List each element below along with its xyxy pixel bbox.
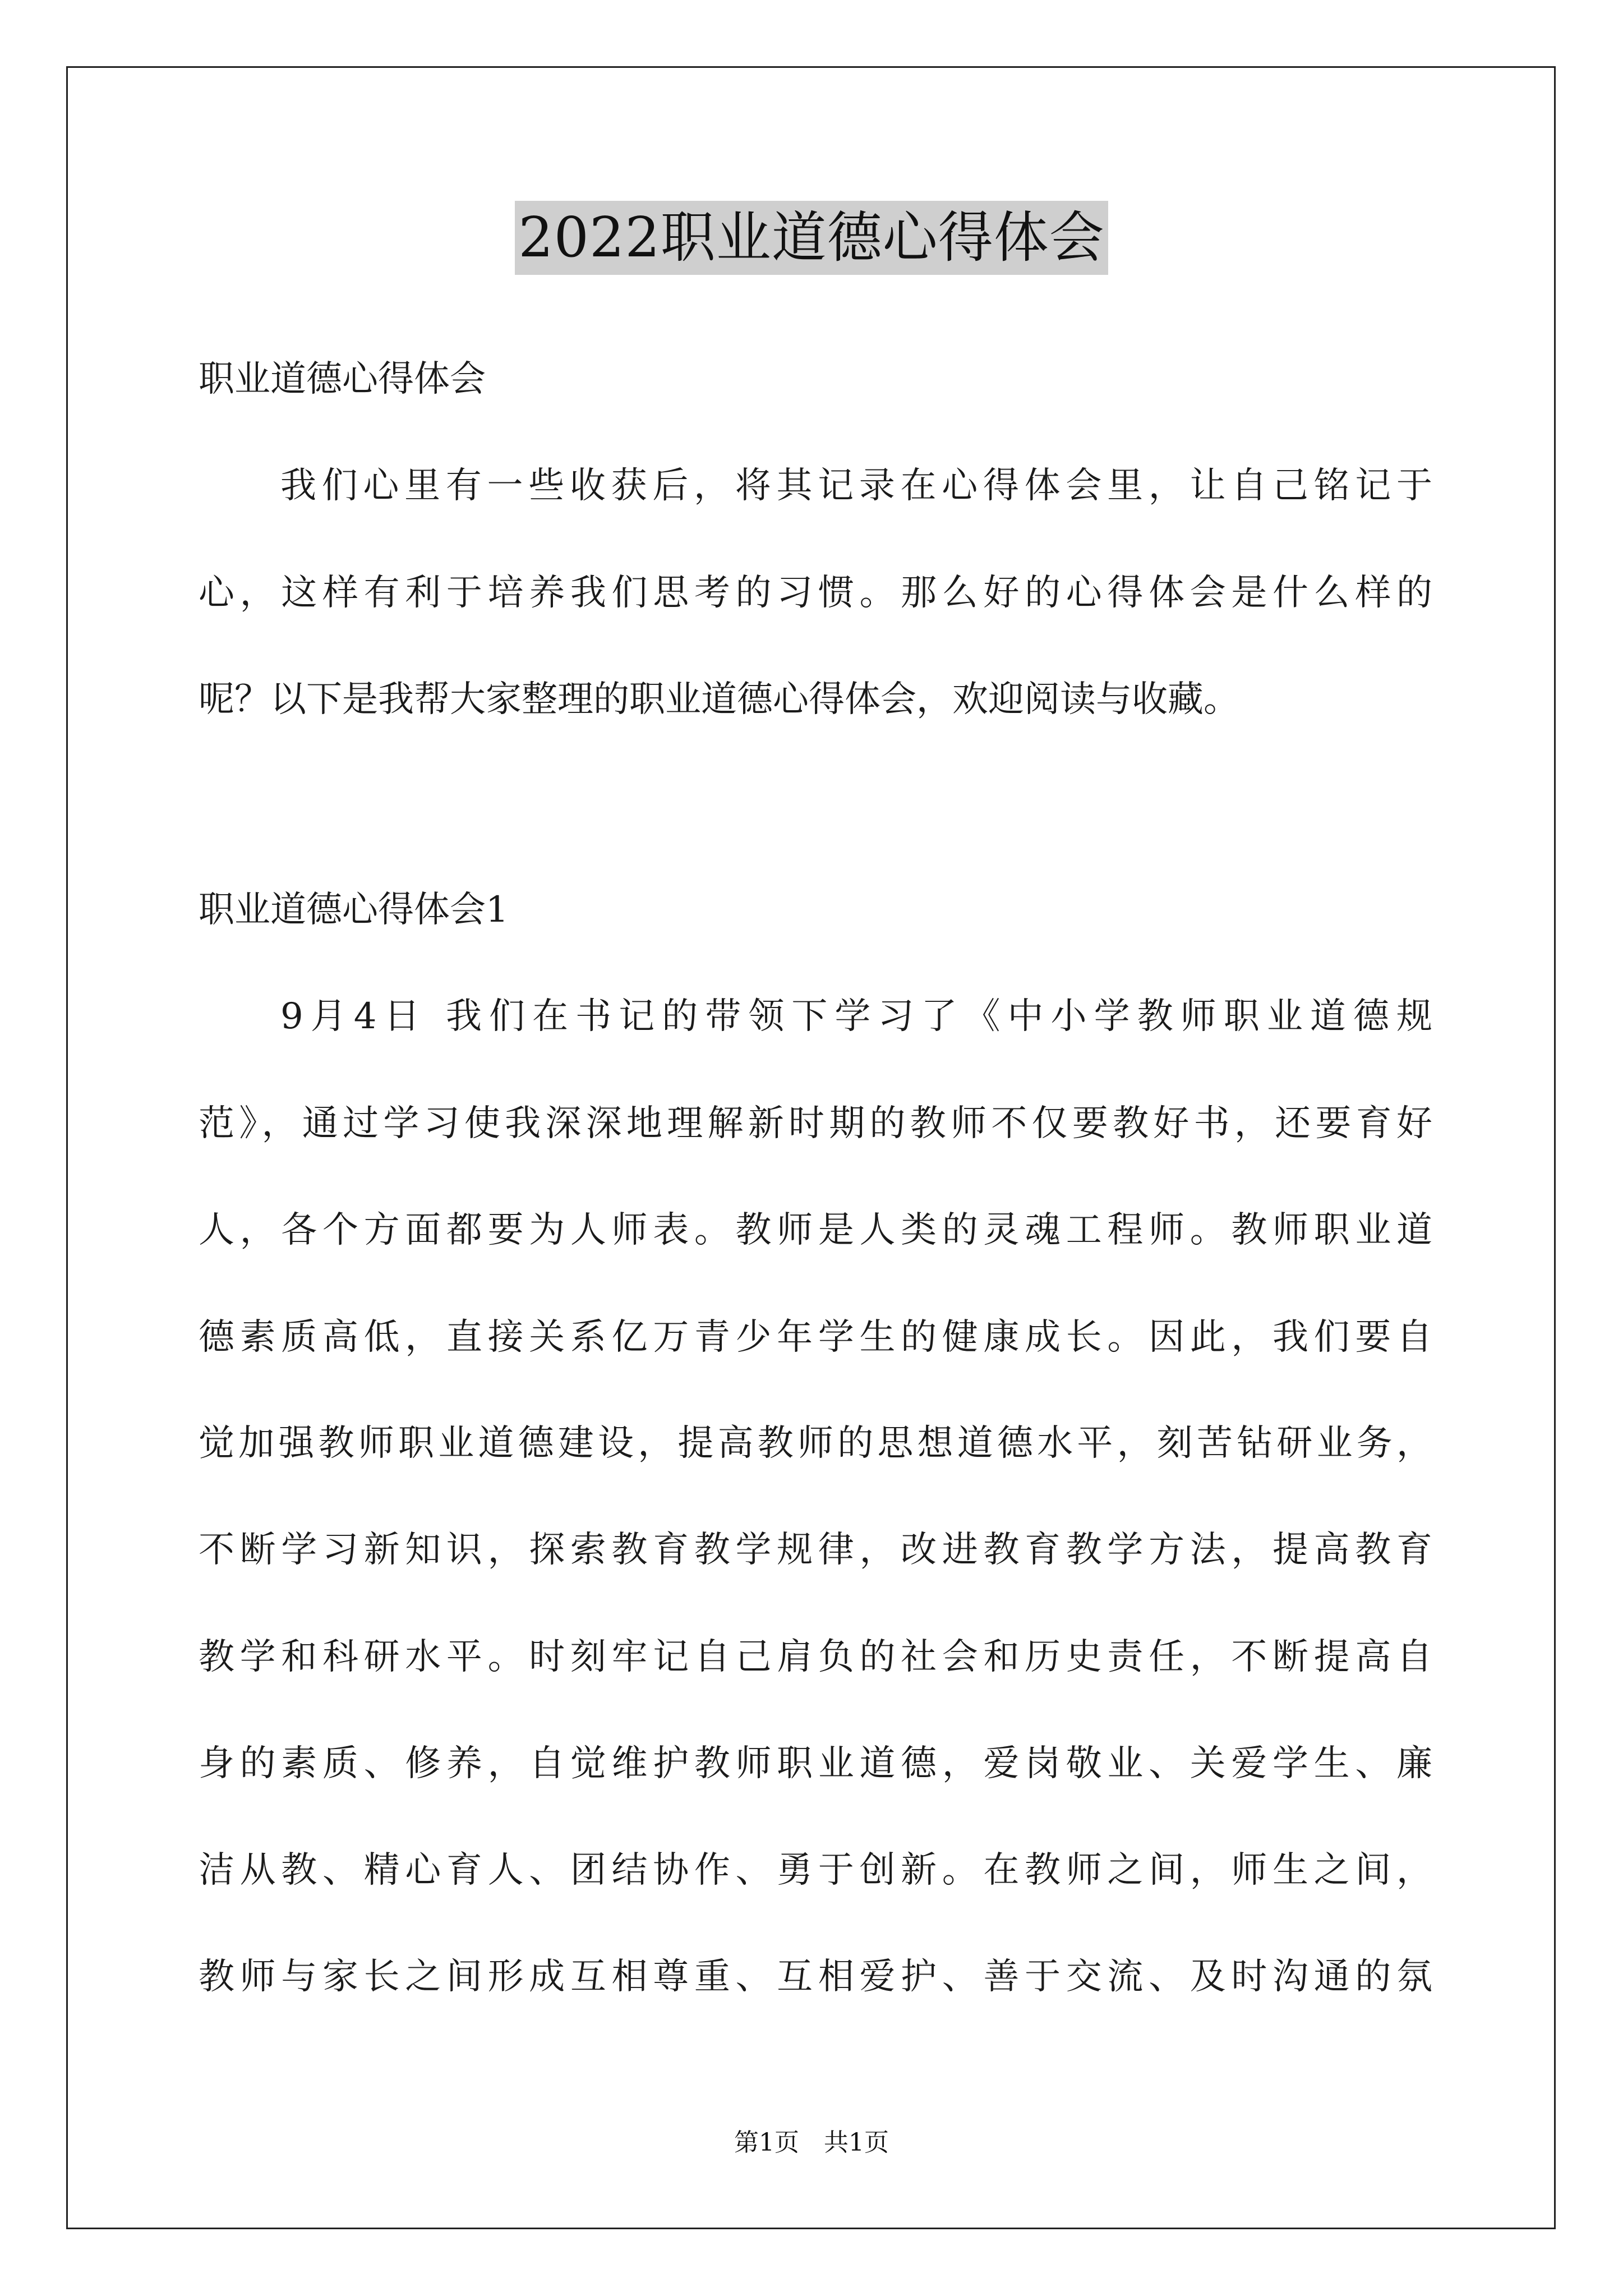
intro-line: 呢？以下是我帮大家整理的职业道德心得体会，欢迎阅读与收藏。 — [199, 679, 1239, 720]
paragraph-line: 不断学习新知识，探索教育教学规律，改进教育教学方法，提高教育 — [199, 1529, 1432, 1571]
intro-line: 我们心里有一些收获后，将其记录在心得体会里，让自己铭记于 — [280, 465, 1432, 507]
paragraph-line: 人，各个方面都要为人师表。教师是人类的灵魂工程师。教师职业道 — [199, 1209, 1432, 1251]
title-container — [0, 201, 1623, 275]
section-heading: 职业道德心得体会1 — [199, 889, 509, 931]
paragraph-line: 9月4日 我们在书记的带领下学习了《中小学教师职业道德规 — [280, 996, 1432, 1037]
subtitle: 职业道德心得体会 — [199, 358, 486, 400]
paragraph-line: 觉加强教师职业道德建设，提高教师的思想道德水平，刻苦钻研业务， — [199, 1423, 1432, 1464]
paragraph-line: 范》，通过学习使我深深地理解新时期的教师不仅要教好书，还要育好 — [199, 1103, 1432, 1144]
paragraph-line: 教学和科研水平。时刻牢记自己肩负的社会和历史责任，不断提高自 — [199, 1636, 1432, 1678]
intro-line: 心，这样有利于培养我们思考的习惯。那么好的心得体会是什么样的 — [199, 572, 1432, 614]
paragraph-line: 教师与家长之间形成互相尊重、互相爱护、善于交流、及时沟通的氛 — [199, 1956, 1432, 1998]
paragraph-line: 洁从教、精心育人、团结协作、勇于创新。在教师之间，师生之间， — [199, 1849, 1432, 1891]
page-footer: 第1页 共1页 — [734, 2128, 889, 2157]
document-title: 2022职业道德心得体会 — [515, 201, 1108, 275]
paragraph-line: 身的素质、修养，自觉维护教师职业道德，爱岗敬业、关爱学生、廉 — [199, 1743, 1432, 1784]
paragraph-line: 德素质高低，直接关系亿万青少年学生的健康成长。因此，我们要自 — [199, 1317, 1432, 1358]
